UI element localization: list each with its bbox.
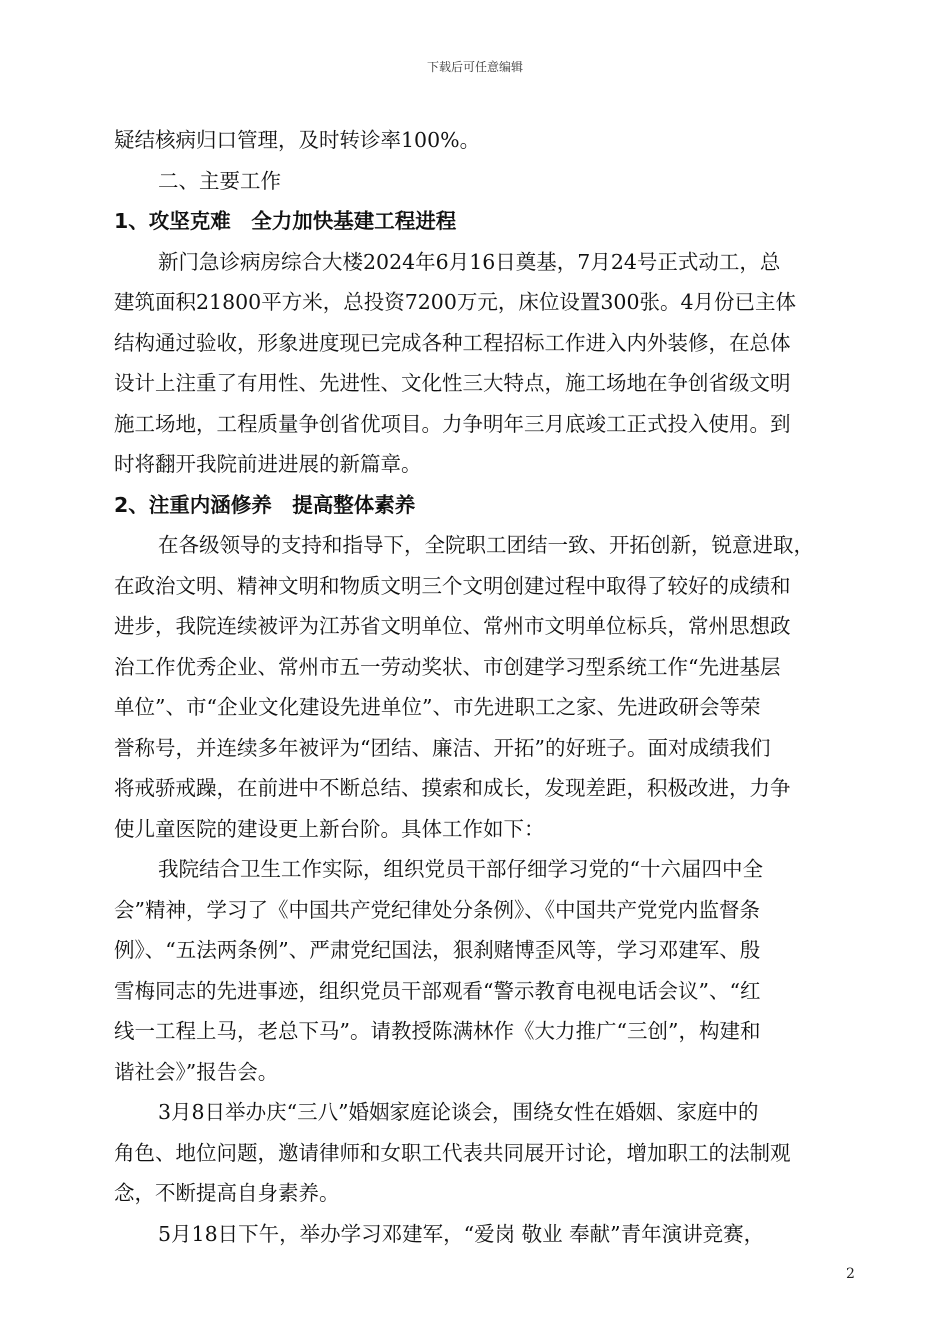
text-line: 设计上注重了有用性、先进性、文化性三大特点，施工场地在争创省级文明 [114,371,791,395]
text-line: 在政治文明、精神文明和物质文明三个文明创建过程中取得了较好的成绩和 [114,573,791,598]
text-line: 会”精神，学习了《中国共产党纪律处分条例》、《中国共产党党内监督条 [114,897,760,922]
text-line: 我院结合卫生工作实际，组织党员干部仔细学习党的“十六届四中全 [158,857,763,881]
section-heading: 2、注重内涵修养 提高整体素养 [114,492,416,517]
text-line: 进步，我院连续被评为江苏省文明单位、常州市文明单位标兵，常州思想政 [114,614,791,638]
text-line: 时将翻开我院前进进展的新篇章。 [114,452,422,476]
text-line: 疑结核病归口管理，及时转诊率100%。 [114,128,481,152]
text-line: 治工作优秀企业、常州市五一劳动奖状、市创建学习型系统工作“先进基层 [114,654,781,679]
text-line: 角色、地位问题，邀请律师和女职工代表共同展开讨论，增加职工的法制观 [114,1140,791,1165]
text-line: 二、主要工作 [158,168,281,193]
text-line: 线一工程上马，老总下马”。请教授陈满林作《大力推广“三创”，构建和 [114,1019,761,1043]
text-line: 结构通过验收，形象进度现已完成各种工程招标工作进入内外装修，在总体 [114,330,791,355]
text-line: 5月18日下午，举办学习邓建军，“爱岗 敬业 奉献”青年演讲竞赛， [158,1221,765,1246]
text-line: 雪梅同志的先进事迹，组织党员干部观看“警示教育电视电话会议”、“红 [114,978,761,1003]
text-line: 施工场地，工程质量争创省优项目。力争明年三月底竣工正式投入使用。到 [114,411,791,436]
page-header: 下载后可任意编辑 [426,60,523,74]
text-line: 单位”、市“企业文化建设先进单位”、市先进职工之家、先进政研会等荣 [114,695,761,719]
text-line: 例》、“五法两条例”、严肃党纪国法，狠刹赌博歪风等，学习邓建军、殷 [114,938,761,962]
text-line: 建筑面积21800平方米，总投资7200万元，床位设置300张。4月份已主体 [114,290,797,314]
text-line: 将戒骄戒躁，在前进中不断总结、摸索和成长，发现差距，积极改进，力争 [114,776,791,800]
text-line: 使儿童医院的建设更上新台阶。具体工作如下： [114,816,545,841]
text-line: 3月8日举办庆“三八”婚姻家庭论谈会，围绕女性在婚姻、家庭中的 [158,1100,759,1124]
text-line: 谐社会》”报告会。 [114,1059,279,1084]
section-heading: 1、攻坚克难 全力加快基建工程进程 [114,209,457,233]
page-number: 2 [846,1266,855,1282]
document-body [114,120,870,1254]
text-line: 新门急诊病房综合大楼2024年6月16日奠基，7月24号正式动工，总 [158,249,781,274]
text-line: 誉称号，并连续多年被评为“团结、廉洁、开拓”的好班子。面对成绩我们 [114,735,771,760]
text-line: 在各级领导的支持和指导下，全院职工团结一致、开拓创新，锐意进取， [158,533,814,557]
text-line: 念，不断提高自身素养。 [114,1181,340,1205]
